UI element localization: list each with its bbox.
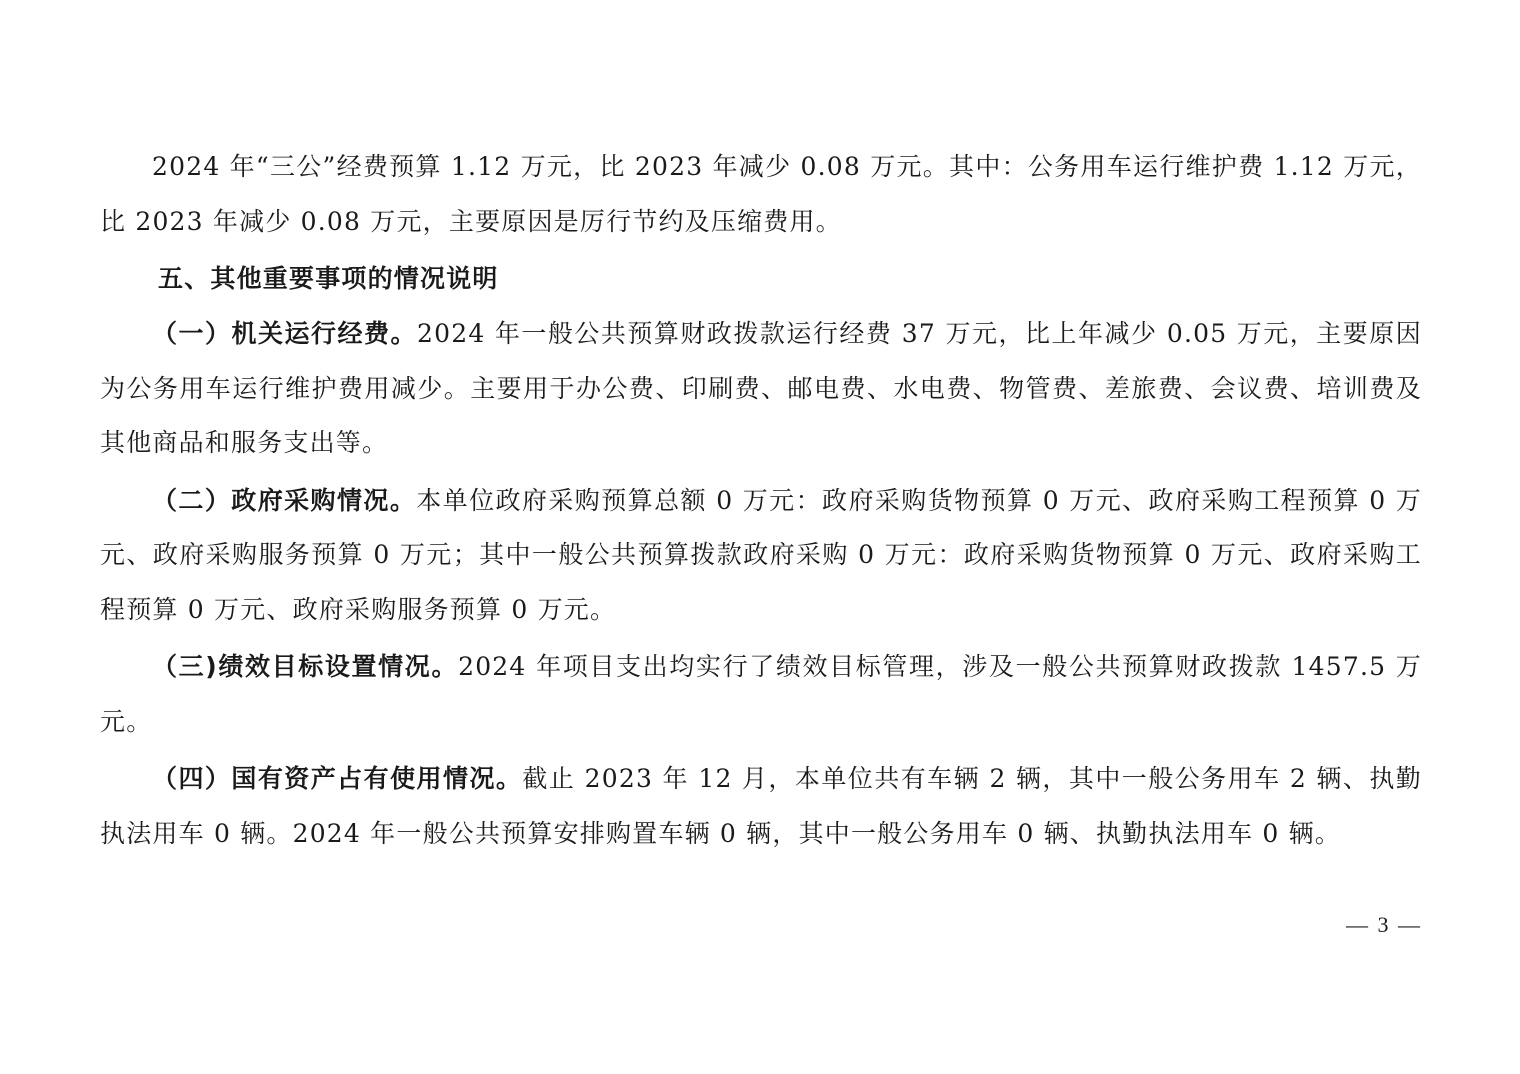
page-number: — 3 —	[1346, 912, 1422, 937]
subsection-title-government-procurement: （二）政府采购情况。	[152, 485, 417, 515]
subsection-title-operating-funds: （一）机关运行经费。	[152, 319, 417, 348]
paragraph-government-procurement	[100, 474, 1422, 638]
paragraph-state-assets	[100, 752, 1422, 861]
paragraph-performance-targets-body: 2024 年项目支出均实行了绩效目标管理，涉及一般公共预算财政拨款 1457.5 万元。	[100, 652, 1423, 736]
paragraph-government-procurement-body: 本单位政府采购预算总额 0 万元：政府采购货物预算 0 万元、政府采购工程预算 0 万元、政府采购服务预算 0 万元；其中一般公共预算拨款政府采购 0 万元：政府采购货物预算 0 万元、政府采购工程预算 0 万元、政府采购服务预算 0 万元。	[100, 485, 1422, 624]
section-heading-other-matters: 五、其他重要事项的情况说明	[158, 264, 499, 293]
paragraph-operating-funds-body: 2024 年一般公共预算财政拨款运行经费 37 万元，比上年减少 0.05 万元，主要原因为公务用车运行维护费用减少。主要用于办公费、印刷费、邮电费、水电费、物管费、差旅费、会议费、培训费及其他商品和服务支出等。	[100, 319, 1422, 457]
subsection-title-state-assets: （四）国有资产占有使用情况。	[152, 764, 523, 793]
paragraph-state-assets-body: 截止 2023 年 12 月，本单位共有车辆 2 辆，其中一般公务用车 2 辆、执勤执法用车 0 辆。2024 年一般公共预算安排购置车辆 0 辆，其中一般公务用车 0 辆、执勤执法用车 0 辆。	[100, 764, 1422, 848]
paragraph-performance-targets	[100, 640, 1422, 749]
paragraph-operating-funds	[100, 307, 1422, 471]
subsection-title-performance-targets: （三)绩效目标设置情况。	[152, 652, 459, 681]
paragraph-three-public-funds: 2024 年“三公”经费预算 1.12 万元，比 2023 年减少 0.08 万元。其中：公务用车运行维护费 1.12 万元，比 2023 年减少 0.08 万元，主要原因是厉行节约及压缩费用。	[100, 152, 1422, 236]
document-body	[100, 140, 1422, 861]
